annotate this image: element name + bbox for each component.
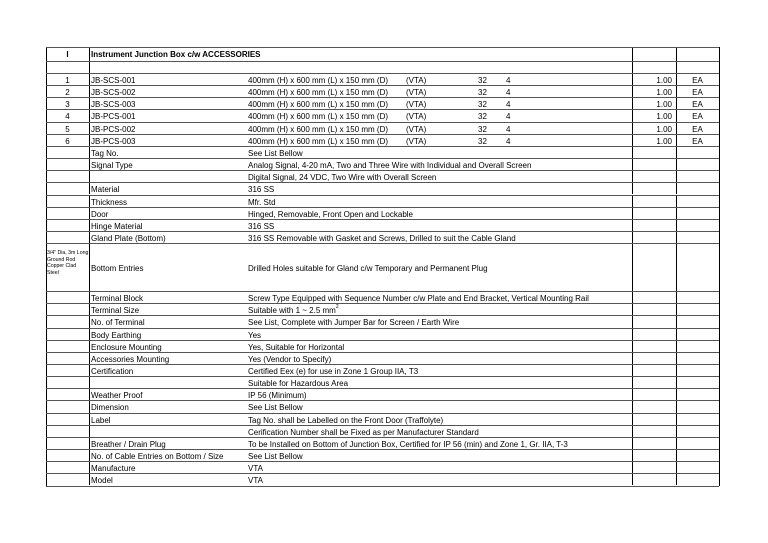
column-divider	[632, 353, 633, 364]
spec-label: No. of Cable Entries on Bottom / Size	[91, 452, 224, 462]
spec-note: 3/4" Dia, 3m Long Ground Rod Copper Clad Steel	[47, 250, 89, 276]
item-quantity: 1.00	[656, 112, 672, 122]
item-quantity: 1.00	[656, 136, 672, 146]
column-divider	[632, 183, 633, 194]
column-divider	[89, 329, 90, 340]
item-unit: EA	[692, 124, 703, 134]
column-divider	[676, 450, 677, 461]
column-divider	[89, 48, 90, 61]
spec-value	[248, 316, 632, 327]
column-divider	[89, 147, 90, 158]
item-quantity: 1.00	[656, 76, 672, 85]
spec-row	[46, 315, 719, 327]
section-number: I	[66, 50, 69, 59]
spec-label: Dimension	[91, 403, 129, 413]
item-row	[46, 73, 719, 85]
item-number: 6	[65, 136, 70, 146]
item-col-a: 32	[478, 100, 487, 110]
spec-label: Breather / Drain Plug	[91, 439, 166, 449]
item-tag: JB-PCS-002	[91, 124, 136, 134]
column-divider	[632, 171, 633, 182]
column-divider	[89, 292, 90, 303]
column-divider	[676, 462, 677, 473]
spec-value-text: See List, Complete with Jumper Bar for Screen / Earth Wire	[248, 318, 460, 328]
item-row	[46, 109, 719, 121]
column-divider	[632, 220, 633, 231]
spec-row	[46, 425, 719, 437]
item-row	[46, 134, 719, 146]
spec-label	[91, 377, 248, 388]
column-divider	[89, 377, 90, 388]
column-divider	[89, 401, 90, 412]
item-col-a: 32	[478, 76, 487, 85]
spec-value	[248, 426, 632, 437]
item-dimension: 400mm (H) x 600 mm (L) x 150 mm (D)	[248, 76, 389, 85]
column-divider	[89, 365, 90, 376]
spec-value-text: Yes (Vendor to Specify)	[248, 354, 332, 364]
column-divider	[676, 316, 677, 327]
spec-label: Enclosure Mounting	[91, 342, 162, 352]
item-tag: JB-PCS-001	[91, 112, 136, 122]
item-dimension: 400mm (H) x 600 mm (L) x 150 mm (D)	[248, 136, 389, 146]
item-quantity: 1.00	[656, 100, 672, 110]
column-divider	[676, 147, 677, 158]
spec-value-text: Yes, Suitable for Horizontal	[248, 342, 345, 352]
spec-value	[248, 329, 632, 340]
spec-value	[248, 183, 632, 194]
item-col-a: 32	[478, 88, 487, 98]
spec-value-text: IP 56 (Minimum)	[248, 391, 307, 401]
column-divider	[676, 353, 677, 364]
item-tag: JB-PCS-003	[91, 136, 136, 146]
spec-value	[248, 171, 632, 182]
column-divider	[89, 220, 90, 231]
column-divider	[676, 208, 677, 219]
item-dimension: 400mm (H) x 600 mm (L) x 150 mm (D)	[248, 112, 389, 122]
column-divider	[89, 462, 90, 473]
column-divider	[676, 474, 677, 485]
item-col-a: 32	[478, 124, 487, 134]
column-divider	[676, 389, 677, 400]
spec-row-tall	[46, 243, 719, 291]
item-number: 1	[65, 76, 70, 85]
item-dimension: 400mm (H) x 600 mm (L) x 150 mm (D)	[248, 88, 389, 98]
spec-value-text: VTA	[248, 464, 263, 474]
spec-row	[46, 400, 719, 412]
spec-value	[248, 414, 632, 425]
blank-row	[46, 61, 719, 73]
column-divider	[676, 232, 677, 243]
spec-value-text: Cerification Number shall be Fixed as per Manufacturer Standard	[248, 427, 479, 437]
spec-row	[46, 291, 719, 303]
spec-row	[46, 170, 719, 182]
item-type: (VTA)	[406, 136, 427, 146]
column-divider	[632, 474, 633, 485]
item-type: (VTA)	[406, 88, 427, 98]
spec-value	[248, 450, 632, 461]
item-row	[46, 97, 719, 109]
item-type: (VTA)	[406, 76, 427, 85]
spec-row	[46, 195, 719, 207]
spec-value	[248, 147, 632, 158]
spec-row	[46, 449, 719, 461]
spec-label: Model	[91, 476, 113, 486]
spec-label	[91, 171, 248, 182]
item-row	[46, 122, 719, 134]
column-divider	[676, 292, 677, 303]
column-divider	[89, 353, 90, 364]
spec-value	[248, 353, 632, 364]
spec-label: Accessories Mounting	[91, 354, 170, 364]
spec-value-text: See List Bellow	[248, 148, 303, 158]
spec-row	[46, 328, 719, 340]
column-divider	[632, 196, 633, 207]
column-divider	[632, 147, 633, 158]
column-divider	[632, 244, 633, 291]
spec-row	[46, 303, 719, 315]
spec-value	[248, 159, 632, 170]
superscript: 2	[335, 304, 339, 311]
spec-row	[46, 376, 719, 388]
item-col-a: 32	[478, 112, 487, 122]
column-divider	[89, 304, 90, 315]
spec-value-text: Screw Type Equipped with Sequence Number c/w Plate and End Bracket, Vertical Mounting Rail	[248, 294, 589, 304]
spec-value	[248, 377, 632, 388]
column-divider	[676, 377, 677, 388]
column-divider	[89, 389, 90, 400]
column-divider	[632, 232, 633, 243]
item-col-b: 4	[506, 112, 511, 122]
item-tag: JB-SCS-001	[91, 76, 136, 85]
column-divider	[676, 426, 677, 437]
spec-label: Bottom Entries	[91, 264, 144, 274]
column-divider	[632, 414, 633, 425]
column-divider	[89, 110, 90, 121]
spec-row	[46, 437, 719, 449]
column-divider	[89, 98, 90, 109]
column-divider	[89, 171, 90, 182]
column-divider	[89, 62, 90, 73]
column-divider	[89, 159, 90, 170]
column-divider	[632, 438, 633, 449]
column-divider	[89, 74, 90, 85]
spec-label: Label	[91, 415, 111, 425]
spec-value	[248, 365, 632, 376]
column-divider	[89, 232, 90, 243]
spec-value	[248, 244, 632, 291]
item-dimension: 400mm (H) x 600 mm (L) x 150 mm (D)	[248, 124, 389, 134]
column-divider	[89, 208, 90, 219]
column-divider	[632, 341, 633, 352]
spec-value-text: Certified Eex (e) for use in Zone 1 Group IIA, T3	[248, 367, 419, 376]
column-divider	[89, 341, 90, 352]
item-quantity: 1.00	[656, 124, 672, 134]
spec-row	[46, 219, 719, 231]
spec-value	[248, 208, 632, 219]
item-quantity: 1.00	[656, 88, 672, 98]
item-dimension: 400mm (H) x 600 mm (L) x 150 mm (D)	[248, 100, 389, 110]
spec-value-text: Tag No. shall be Labelled on the Front Door (Traffolyte)	[248, 415, 444, 425]
spec-value	[248, 232, 632, 243]
item-number: 3	[65, 100, 70, 110]
column-divider	[676, 183, 677, 194]
column-divider	[676, 414, 677, 425]
column-divider	[632, 462, 633, 473]
spec-label: Thickness	[91, 197, 128, 207]
section-header-row	[46, 47, 719, 61]
column-divider	[632, 389, 633, 400]
spec-value-text: Hinged, Removable, Front Open and Lockable	[248, 209, 413, 219]
item-unit: EA	[692, 112, 703, 122]
column-divider	[89, 450, 90, 461]
column-divider	[632, 401, 633, 412]
column-divider	[632, 292, 633, 303]
spec-row	[46, 231, 719, 243]
column-divider	[676, 196, 677, 207]
column-divider	[632, 377, 633, 388]
item-unit: EA	[692, 76, 703, 85]
column-divider	[89, 196, 90, 207]
column-divider	[632, 426, 633, 437]
column-divider	[89, 135, 90, 146]
column-divider	[676, 220, 677, 231]
item-number: 5	[65, 124, 70, 134]
column-divider	[632, 48, 633, 61]
column-divider	[89, 474, 90, 485]
table-bottom-line	[46, 486, 719, 487]
spec-value-text: Drilled Holes suitable for Gland c/w Temporary and Permanent Plug	[248, 264, 488, 274]
column-divider	[676, 244, 677, 291]
spec-value	[248, 292, 632, 303]
spec-value-text: Analog Signal, 4-20 mA, Two and Three Wire with Individual and Overall Screen	[248, 161, 532, 171]
spec-row	[46, 146, 719, 158]
spec-label: Certification	[91, 367, 134, 376]
column-divider	[89, 244, 90, 291]
spec-label: Weather Proof	[91, 391, 143, 401]
column-divider	[89, 86, 90, 97]
column-divider	[676, 365, 677, 376]
item-row	[46, 85, 719, 97]
spec-value-text: Mfr. Std	[248, 197, 276, 207]
column-divider	[632, 304, 633, 315]
section-title: Instrument Junction Box c/w ACCESSORIES	[91, 50, 261, 59]
item-col-b: 4	[506, 100, 511, 110]
spec-value-text: Suitable for Hazardous Area	[248, 379, 349, 389]
spec-row	[46, 413, 719, 425]
spec-row	[46, 352, 719, 364]
spec-value-text: To be Installed on Bottom of Junction Box, Certified for IP 56 (min) and Zone 1, Gr. IIA, T-3	[248, 439, 568, 449]
spec-value-text: See List Bellow	[248, 452, 303, 462]
column-divider	[676, 159, 677, 170]
spec-value-text: 316 SS	[248, 185, 275, 195]
column-divider	[89, 414, 90, 425]
spec-value-text: See List Bellow	[248, 403, 303, 413]
spec-row	[46, 388, 719, 400]
spec-label: Material	[91, 185, 120, 195]
column-divider	[632, 62, 633, 73]
spec-value-text: Digital Signal, 24 VDC, Two Wire with Overall Screen	[248, 173, 437, 183]
spec-value-text: Yes	[248, 330, 262, 340]
item-col-a: 32	[478, 136, 487, 146]
item-tag: JB-SCS-002	[91, 88, 136, 98]
column-divider	[632, 316, 633, 327]
column-divider	[632, 329, 633, 340]
item-col-b: 4	[506, 88, 511, 98]
column-divider	[676, 438, 677, 449]
spec-value	[248, 341, 632, 352]
spec-value	[248, 304, 632, 315]
column-divider	[89, 123, 90, 134]
item-tag: JB-SCS-003	[91, 100, 136, 110]
column-divider	[676, 341, 677, 352]
spec-value-text: VTA	[248, 476, 263, 486]
column-divider	[676, 304, 677, 315]
item-number: 4	[65, 112, 70, 122]
spec-row	[46, 364, 719, 376]
column-divider	[632, 208, 633, 219]
spec-label: Signal Type	[91, 161, 133, 171]
column-divider	[676, 171, 677, 182]
column-divider	[676, 62, 677, 73]
item-unit: EA	[692, 136, 703, 146]
spec-label: Body Earthing	[91, 330, 142, 340]
spec-row	[46, 207, 719, 219]
spec-label: Gland Plate (Bottom)	[91, 233, 166, 243]
item-type: (VTA)	[406, 100, 427, 110]
spec-label: Tag No.	[91, 148, 119, 158]
spec-label: No. of Terminal	[91, 318, 145, 328]
item-col-b: 4	[506, 124, 511, 134]
spec-value	[248, 389, 632, 400]
spec-label	[91, 426, 248, 437]
item-unit: EA	[692, 100, 703, 110]
column-divider	[676, 329, 677, 340]
spec-value	[248, 474, 632, 485]
spec-value	[248, 401, 632, 412]
column-divider	[632, 365, 633, 376]
spec-row	[46, 473, 719, 485]
item-col-b: 4	[506, 136, 511, 146]
column-divider	[89, 316, 90, 327]
column-divider	[632, 450, 633, 461]
spec-row	[46, 182, 719, 194]
spec-value	[248, 220, 632, 231]
item-type: (VTA)	[406, 112, 427, 122]
spec-value	[248, 438, 632, 449]
column-divider	[89, 438, 90, 449]
spec-label: Terminal Block	[91, 294, 144, 304]
column-divider	[89, 183, 90, 194]
column-divider	[89, 426, 90, 437]
spec-label: Door	[91, 209, 109, 219]
spec-value-text: 316 SS Removable with Gasket and Screws, Drilled to suit the Cable Gland	[248, 233, 516, 243]
spec-label: Terminal Size	[91, 306, 140, 316]
spec-label: Hinge Material	[91, 221, 143, 231]
item-col-b: 4	[506, 76, 511, 85]
spec-row	[46, 340, 719, 352]
spec-value	[248, 462, 632, 473]
spec-value-text: 316 SS	[248, 221, 275, 231]
spec-row	[46, 158, 719, 170]
column-divider	[632, 159, 633, 170]
column-divider	[676, 48, 677, 61]
spec-label: Manufacture	[91, 464, 136, 474]
item-unit: EA	[692, 88, 703, 98]
column-divider	[676, 401, 677, 412]
item-number: 2	[65, 88, 70, 98]
spec-row	[46, 461, 719, 473]
spec-value-text: Suitable with 1 ~ 2.5 mm	[248, 306, 336, 316]
spec-value	[248, 196, 632, 207]
item-type: (VTA)	[406, 124, 427, 134]
